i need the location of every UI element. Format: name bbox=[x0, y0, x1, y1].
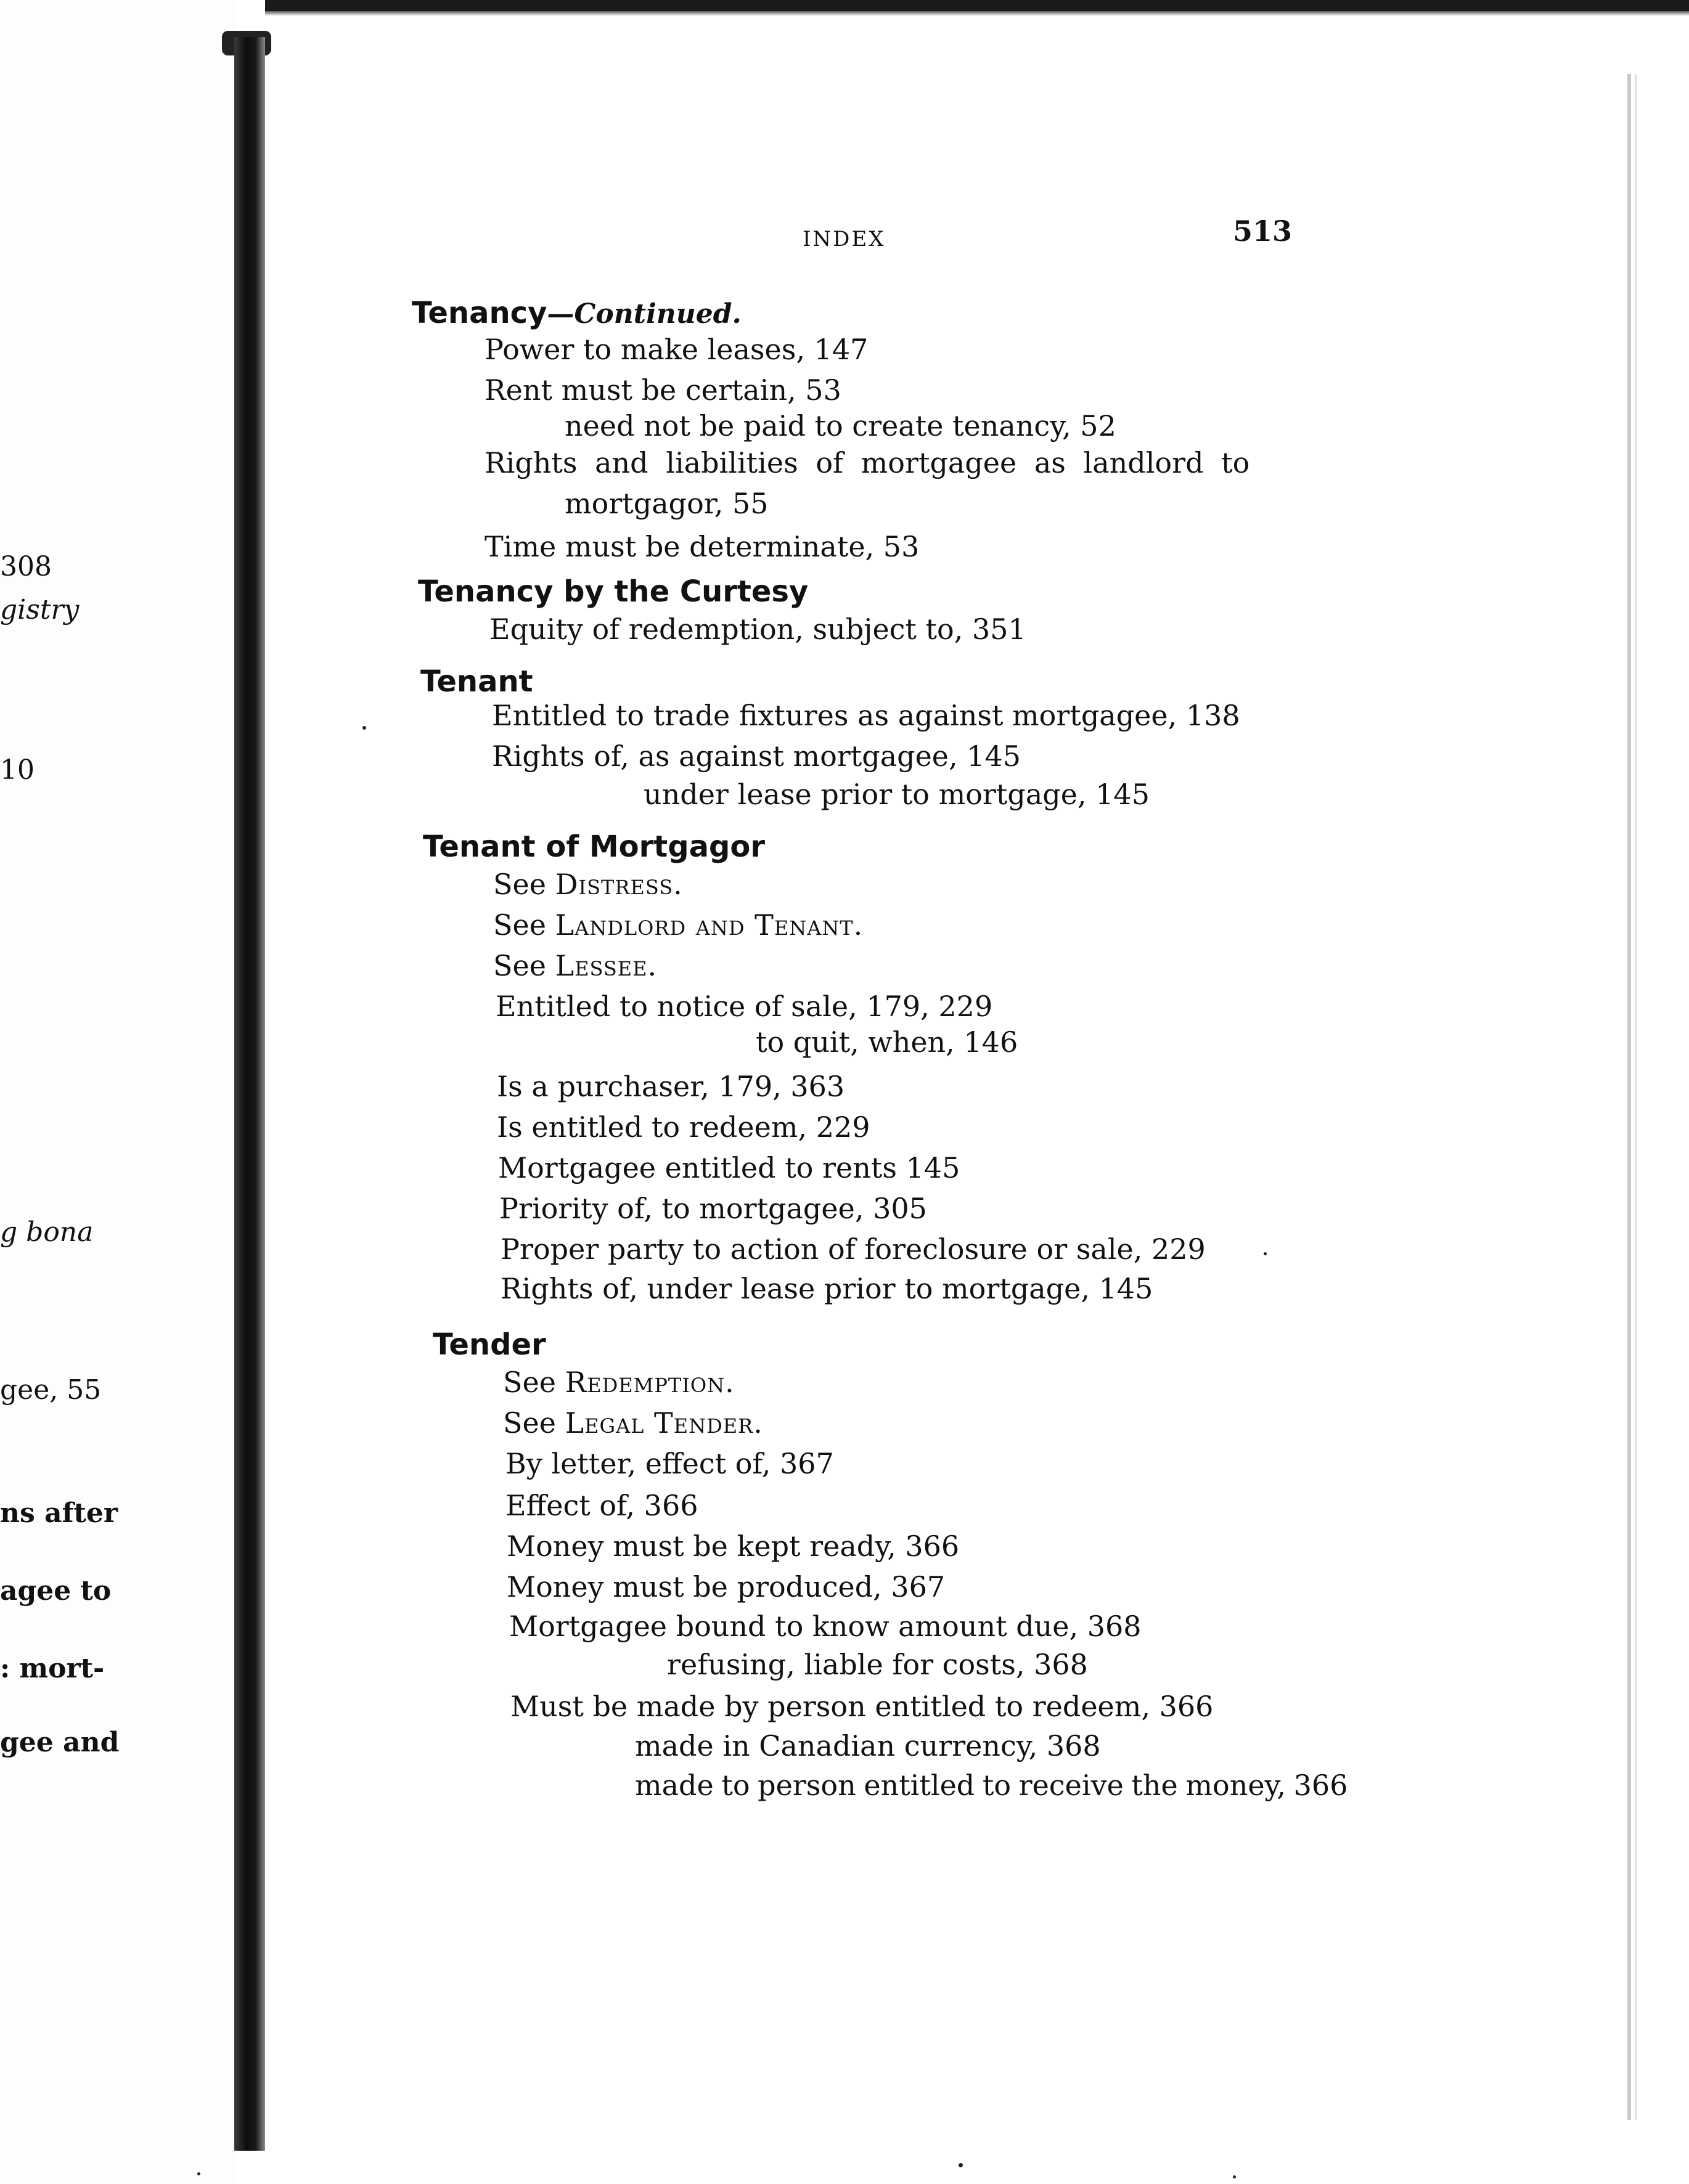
index-see-entry bbox=[493, 949, 657, 982]
cross-reference: Redemption. bbox=[565, 1366, 735, 1399]
index-entry: Time must be determinate, 53 bbox=[485, 530, 920, 563]
index-entry: Must be made by person entitled to redeem, 366 bbox=[510, 1690, 1214, 1723]
index-entry: Power to make leases, 147 bbox=[485, 333, 869, 366]
left-fragment: agee to bbox=[0, 1575, 112, 1607]
left-fragment: : mort- bbox=[0, 1653, 105, 1684]
cross-reference: Lessee. bbox=[555, 949, 658, 982]
heading-text: Tender bbox=[433, 1327, 546, 1362]
heading-text: Tenant of Mortgagor bbox=[423, 829, 765, 864]
index-entry: Money must be kept ready, 366 bbox=[507, 1530, 960, 1563]
index-entry: made to person entitled to receive the money, 366 bbox=[635, 1769, 1348, 1802]
cross-reference: Distress. bbox=[555, 868, 683, 901]
index-entry: Is a purchaser, 179, 363 bbox=[497, 1070, 845, 1103]
index-entry: Rent must be certain, 53 bbox=[485, 373, 841, 407]
index-entry: refusing, liable for costs, 368 bbox=[667, 1648, 1088, 1681]
index-heading bbox=[423, 829, 765, 864]
heading-text: Tenancy bbox=[412, 296, 547, 330]
index-entry: Equity of redemption, subject to, 351 bbox=[489, 613, 1026, 646]
index-entry: Mortgagee bound to know amount due, 368 bbox=[509, 1610, 1142, 1643]
index-entry: Proper party to action of foreclosure or sale, 229 bbox=[501, 1233, 1206, 1266]
index-entry: Entitled to notice of sale, 179, 229 bbox=[496, 990, 993, 1023]
heading-text: Tenancy by the Curtesy bbox=[418, 574, 809, 609]
see-label: See bbox=[503, 1406, 556, 1440]
left-fragment: 10 bbox=[0, 754, 35, 786]
index-heading bbox=[433, 1327, 546, 1362]
left-fragment: 308 bbox=[0, 551, 52, 582]
page-number: 513 bbox=[1233, 214, 1293, 248]
left-fragment: gistry bbox=[0, 594, 80, 625]
left-fragment: gee and bbox=[0, 1727, 120, 1758]
index-heading bbox=[418, 574, 808, 609]
see-label: See bbox=[493, 949, 546, 982]
index-entry: Money must be produced, 367 bbox=[507, 1570, 946, 1603]
index-entry: made in Canadian currency, 368 bbox=[635, 1729, 1101, 1762]
index-entry: Rights and liabilities of mortgagee as landlord to bbox=[485, 446, 1250, 479]
left-fragment: g bona bbox=[0, 1216, 94, 1248]
index-entry: Entitled to trade fixtures as against mortgagee, 138 bbox=[492, 699, 1240, 732]
index-see-entry bbox=[493, 908, 863, 942]
index-entry: By letter, effect of, 367 bbox=[505, 1447, 834, 1480]
index-see-entry bbox=[503, 1366, 735, 1399]
left-fragment: ns after bbox=[0, 1497, 118, 1529]
index-heading bbox=[420, 664, 533, 699]
index-entry: Is entitled to redeem, 229 bbox=[497, 1110, 870, 1144]
index-entry: need not be paid to create tenancy, 52 bbox=[565, 409, 1116, 442]
running-head: INDEX bbox=[803, 227, 886, 251]
index-heading bbox=[412, 296, 742, 330]
index-entry: Rights of, under lease prior to mortgage, 145 bbox=[501, 1272, 1153, 1305]
index-entry: Priority of, to mortgagee, 305 bbox=[499, 1192, 927, 1225]
index-entry: Effect of, 366 bbox=[505, 1489, 698, 1522]
index-entry: mortgagor, 55 bbox=[565, 487, 769, 520]
cross-reference: Legal Tender. bbox=[565, 1406, 763, 1440]
index-entry: Rights of, as against mortgagee, 145 bbox=[492, 740, 1021, 773]
see-label: See bbox=[493, 868, 546, 901]
index-entry: under lease prior to mortgage, 145 bbox=[644, 778, 1150, 811]
index-see-entry bbox=[493, 868, 683, 901]
index-entry: Mortgagee entitled to rents 145 bbox=[498, 1151, 960, 1184]
heading-text: Tenant bbox=[420, 664, 533, 699]
index-entry: to quit, when, 146 bbox=[756, 1025, 1018, 1059]
see-label: See bbox=[493, 908, 546, 942]
heading-continued: —Continued. bbox=[547, 298, 742, 330]
index-see-entry bbox=[503, 1406, 763, 1440]
left-fragment: gee, 55 bbox=[0, 1374, 102, 1406]
cross-reference: Landlord and Tenant. bbox=[555, 908, 864, 942]
see-label: See bbox=[503, 1366, 556, 1399]
